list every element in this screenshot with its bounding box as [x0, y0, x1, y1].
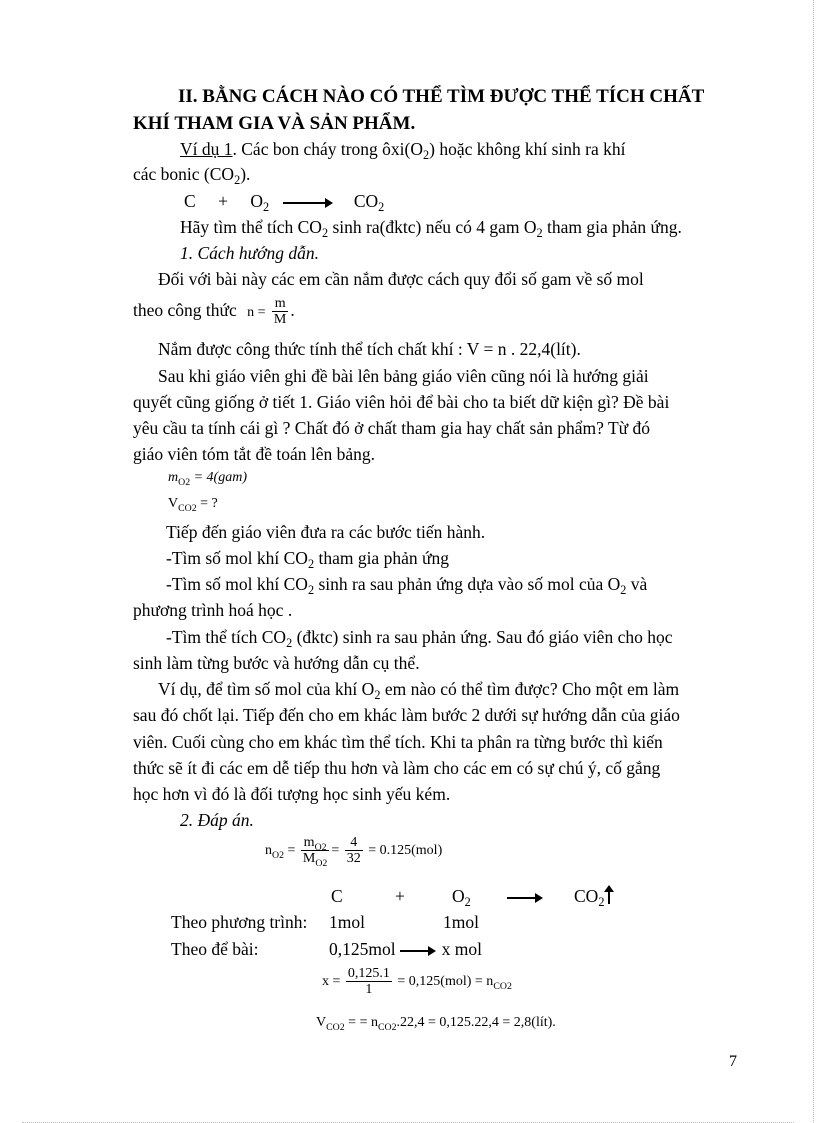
body-p5: quyết cũng giống ở tiết 1. Giáo viên hỏi để bài cho ta biết dữ kiện gì? Đề bài — [133, 392, 670, 412]
body-p10: sau đó chốt lại. Tiếp đến cho em khác làm bước 2 dưới sự hướng dẫn của giáo — [133, 705, 680, 725]
example-line1: Ví dụ 1. Các bon cháy trong $ôxi(O_2)$ hoặc không khí sinh ra khí — [180, 139, 626, 162]
body-p12: thức sẽ ít đi các em dễ tiếp thu hơn và làm cho các em có sự chú ý, cố gắng — [133, 758, 661, 778]
reaction-equation-1: $C + O_2$ $CO_2$ — [184, 191, 385, 214]
body-p1: Đối với bài này các em cần nắm được cách quy đổi số gam về số mol — [158, 269, 644, 289]
body-p11: viên. Cuối cùng cho em khác tìm thể tích. Khi ta phân ra từng bước thì kiến — [133, 732, 663, 752]
given-volume: $V_{CO2}$ = ? — [168, 496, 218, 514]
reaction-arrow-icon — [283, 202, 331, 204]
gas-up-arrow-icon — [608, 888, 610, 904]
body-p6: yêu cầu ta tính cái gì ? Chất đó ở chất tham gia hay chất sản phẩm? Từ đó — [133, 418, 651, 438]
reaction-equation-2: C + $O_2$ $CO_2$ — [331, 888, 343, 906]
given-mass: $m_{O2} = 4(gam)$ — [168, 470, 247, 488]
body-p9: Ví dụ, để tìm số mol của khí $O_2$ em nào có thể tìm được? Cho một em làm — [158, 679, 680, 702]
step-1: -Tìm số mol khí $CO_2$ tham gia phản ứng — [166, 548, 449, 571]
section-heading-line2: KHÍ THAM GIA VÀ SẢN PHẨM. — [133, 113, 416, 134]
example-label: Ví dụ 1 — [180, 139, 233, 159]
step-3: -Tìm thể tích $CO_2$ (đktc) sinh ra sau phản ứng. Sau đó giáo viên cho học — [166, 627, 673, 650]
guide-heading: 1. Cách hướng dẫn. — [180, 243, 319, 263]
reaction-arrow-icon — [507, 897, 541, 899]
row-problem: Theo để bài: 0,125mol x mol — [171, 939, 482, 959]
section-heading-line1: II. BẰNG CÁCH NÀO CÓ THỂ TÌM ĐƯỢC THỂ TÍCH CHẤT — [178, 86, 705, 107]
formula-line: theo công thức n = $\frac{m}{M}$ . — [133, 296, 295, 328]
volume-calculation: $V_{CO2}$ = = $n_{CO2}.22,4 = 0,125.22,4$ = 2,8(lít). — [316, 1015, 556, 1033]
body-p7: giáo viên tóm tắt đề toán lên bảng. — [133, 444, 376, 464]
body-p4: Sau khi giáo viên ghi đề bài lên bảng giáo viên cũng nói là hướng giải — [158, 366, 649, 386]
question-line: Hãy tìm thể tích $CO_2$ sinh ra(đktc) nếu có 4 gam $O_2$ tham gia phản ứng. — [180, 217, 682, 240]
mole-calculation: $n_{O2}$ = $\frac{m_{O2}}{M_{O2}}$ = $\frac{4}{32}$ = 0.125(mol) — [265, 835, 443, 870]
answer-heading: 2. Đáp án. — [180, 810, 254, 830]
body-p8: Tiếp đến giáo viên đưa ra các bước tiến hành. — [166, 522, 486, 542]
row-equation: Theo phương trình: 1mol 1mol — [171, 912, 479, 932]
formula-fraction: $\frac{m}{M}$ — [273, 296, 287, 328]
step-2-line2: phương trình hoá học . — [133, 600, 293, 620]
step-2: -Tìm số mol khí $CO_2$ sinh ra sau phản ứng dựa vào số mol của $O_2$ và — [166, 574, 648, 597]
example-line2: các bonic $(CO_2)$. — [133, 164, 251, 187]
x-calculation: x = $\frac{0,125.1}{1}$ = $0,125(mol) = n_{CO2}$ — [322, 966, 512, 998]
step-3-line2: sinh làm từng bước và hướng dẫn cụ thể. — [133, 653, 420, 673]
page-border-right — [813, 0, 814, 1123]
body-p3: Nắm được công thức tính thể tích chất khí : V = n . 22,4(lít). — [158, 339, 581, 359]
arrow-icon — [400, 950, 434, 952]
body-p13: học hơn vì đó là đối tượng học sinh yếu kém. — [133, 784, 451, 804]
page-number: 7 — [729, 1053, 737, 1070]
